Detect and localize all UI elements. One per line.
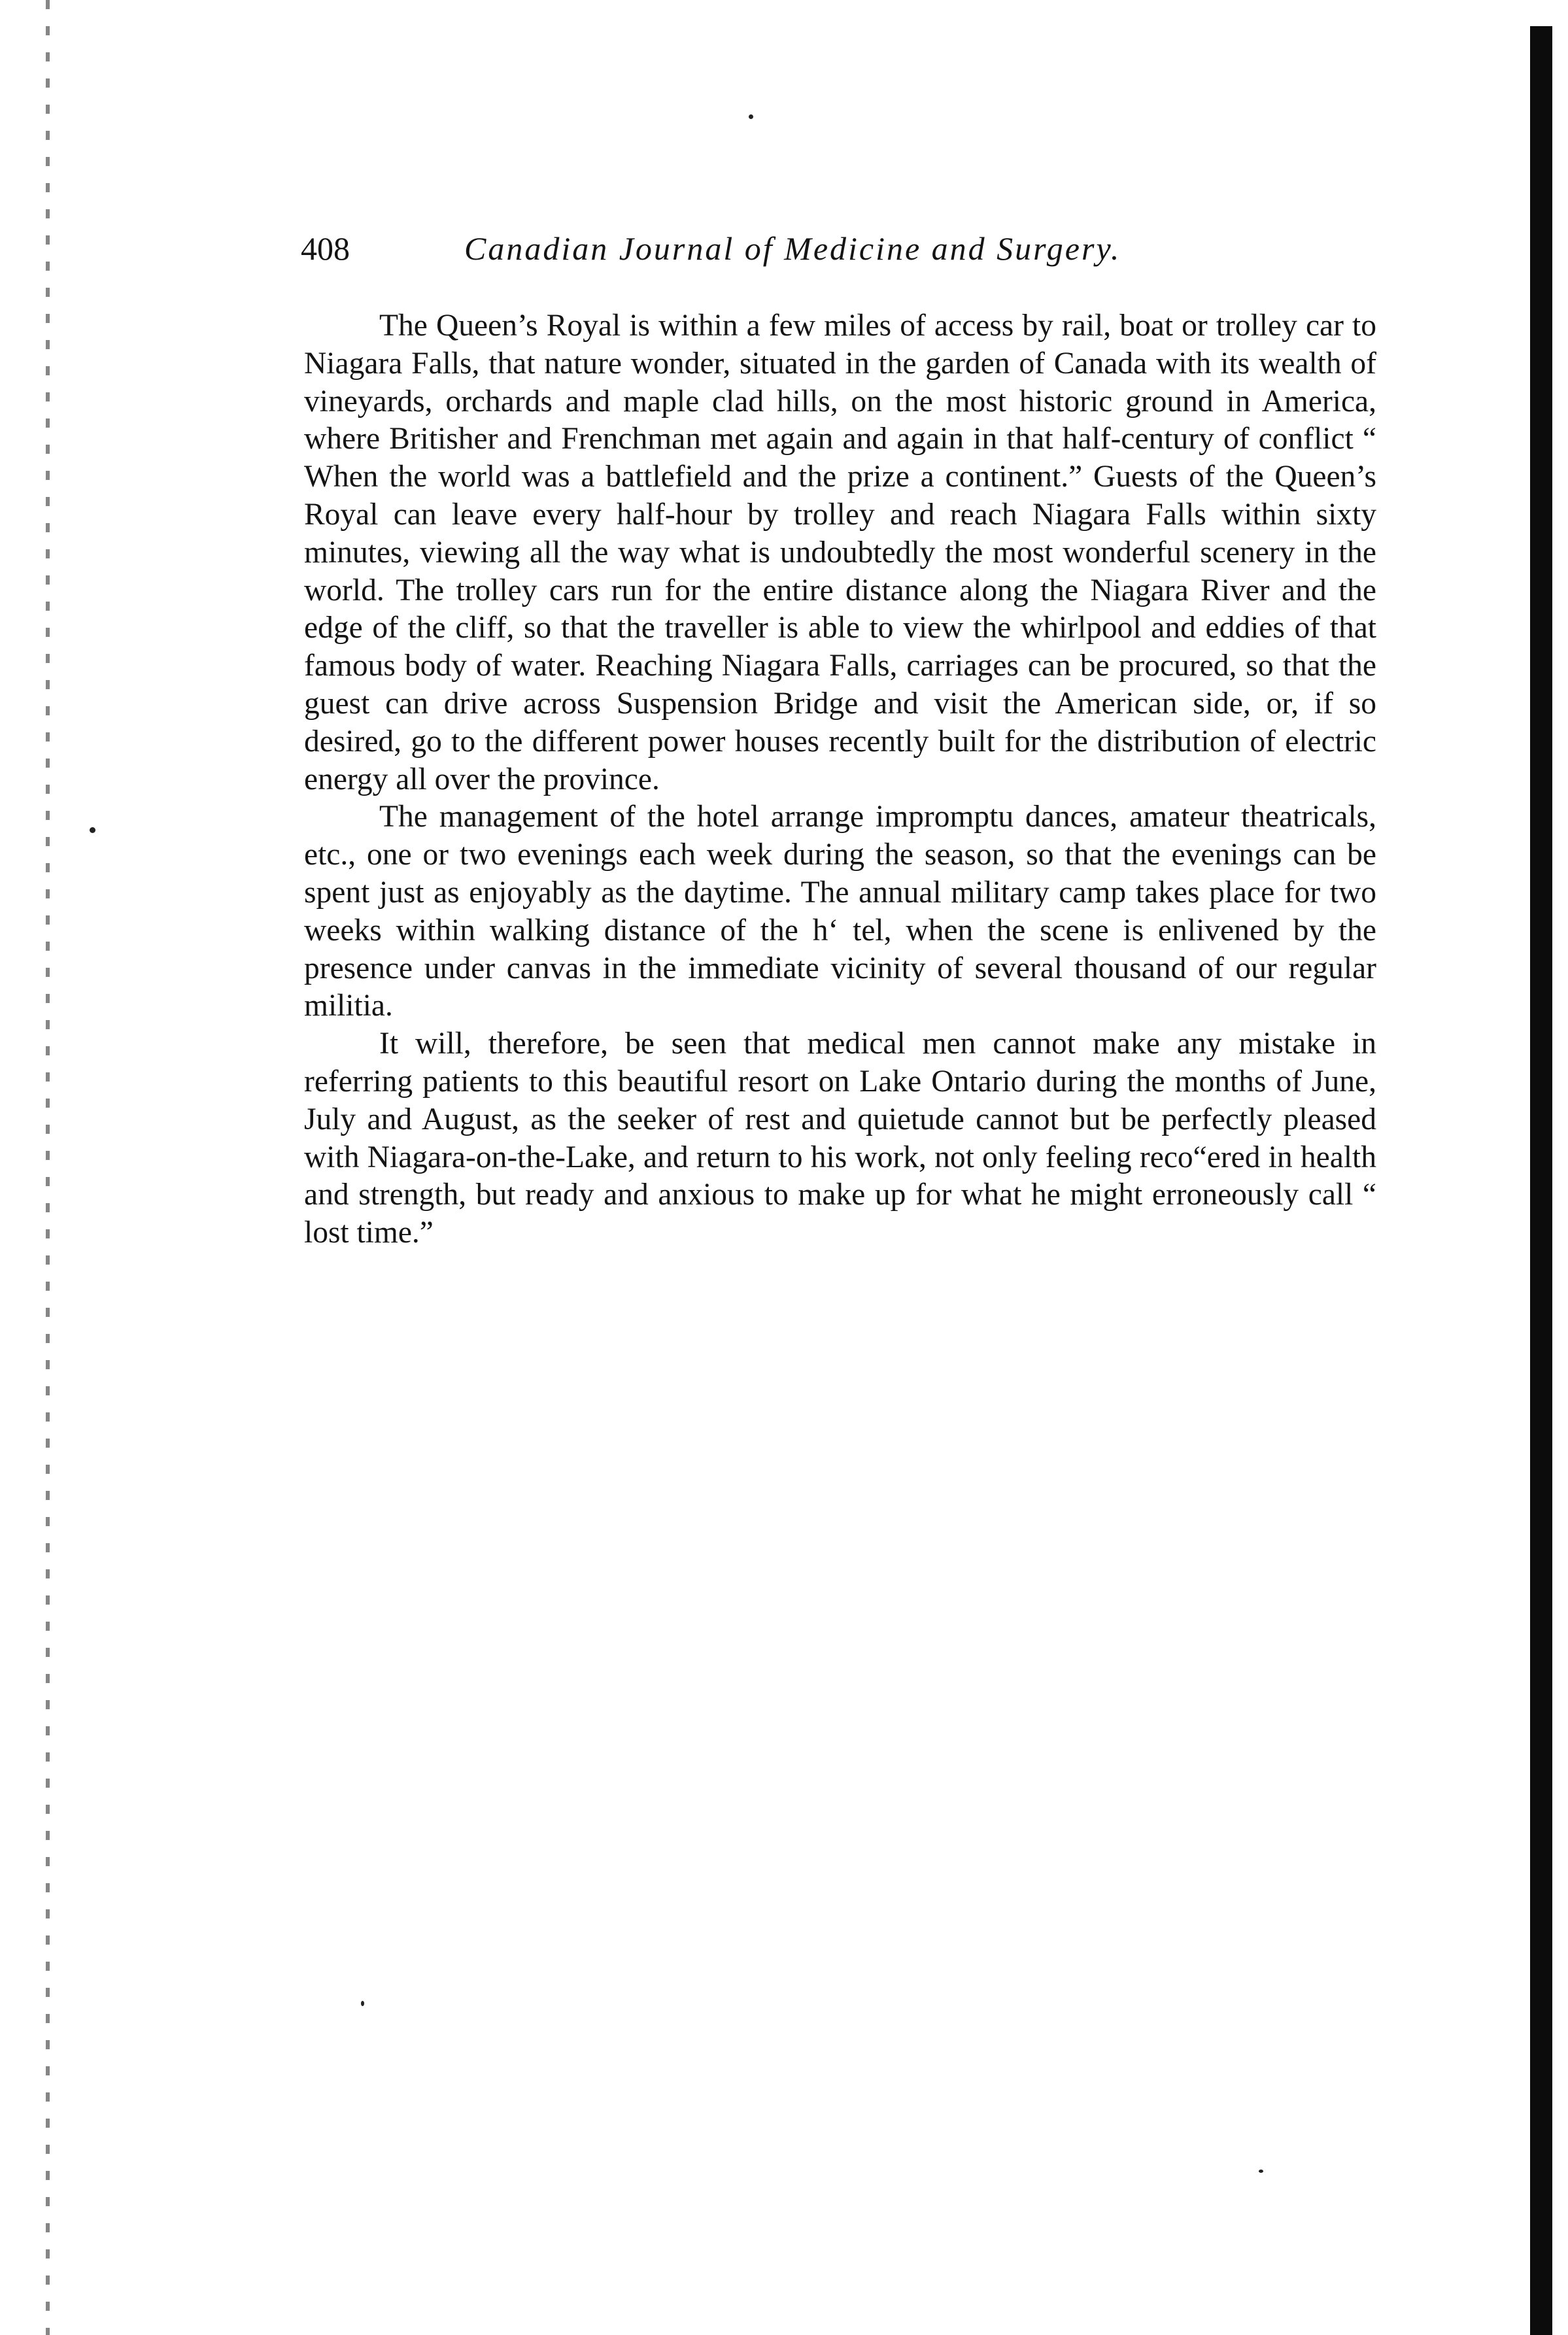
scan-speck <box>90 827 95 833</box>
page-number: 408 <box>301 230 350 267</box>
paragraph: The management of the hotel arrange impromptu dances, amateur theatricals, etc., one or two evenings each week during the season, so that the evenings can be spent just as enjoyably as the daytime. The annual military camp takes place for two weeks within walking distance of the h‘ tel, when the scene is enlivened by the presence under canvas in the immediate vicinity of several thousand of our regular militia. <box>304 800 1376 1023</box>
scan-speck <box>361 2001 364 2006</box>
article-body <box>304 307 1376 1252</box>
paragraph: The Queen’s Royal is within a few miles of access by rail, boat or trolley car to Niagara Falls, that nature wonder, situated in the garden of Canada with its wealth of vineyards, orchards and maple clad hills, on the most historic ground in America, where Britisher and Frenchman met again and again in that half-century of conflict “ When the world was a battlefield and the prize a continent.” Guests of the Queen’s Royal can leave every half-hour by trolley and reach Niagara Falls within sixty minutes, viewing all the way what is undoubtedly the most wonderful scenery in the world. The trolley cars run for the entire distance along the Niagara River and the edge of the cliff, so that the traveller is able to view the whirlpool and eddies of that famous body of water. Reaching Niagara Falls, carriages can be procured, so that the guest can drive across Suspension Bridge and visit the American side, or, if so desired, go to the different power houses recently built for the distribution of electric energy all over the province. <box>304 309 1376 796</box>
scan-right-edge <box>1530 26 1552 2335</box>
scan-left-edge <box>46 0 50 2335</box>
journal-title: Canadian Journal of Medicine and Surgery. <box>464 230 1121 267</box>
paragraph: It will, therefore, be seen that medical men cannot make any mistake in referring patients to this beautiful resort on Lake Ontario during the months of June, July and August, as the seeker of rest and quietude cannot but be perfectly pleased with Niagara-on-the-Lake, and return to his work, not only feeling reco“ered in health and strength, but ready and anxious to make up for what he might erroneously call “ lost time.” <box>304 1027 1376 1250</box>
scan-speck <box>749 114 753 119</box>
running-header <box>301 222 1229 275</box>
scan-speck <box>1259 2170 1263 2173</box>
